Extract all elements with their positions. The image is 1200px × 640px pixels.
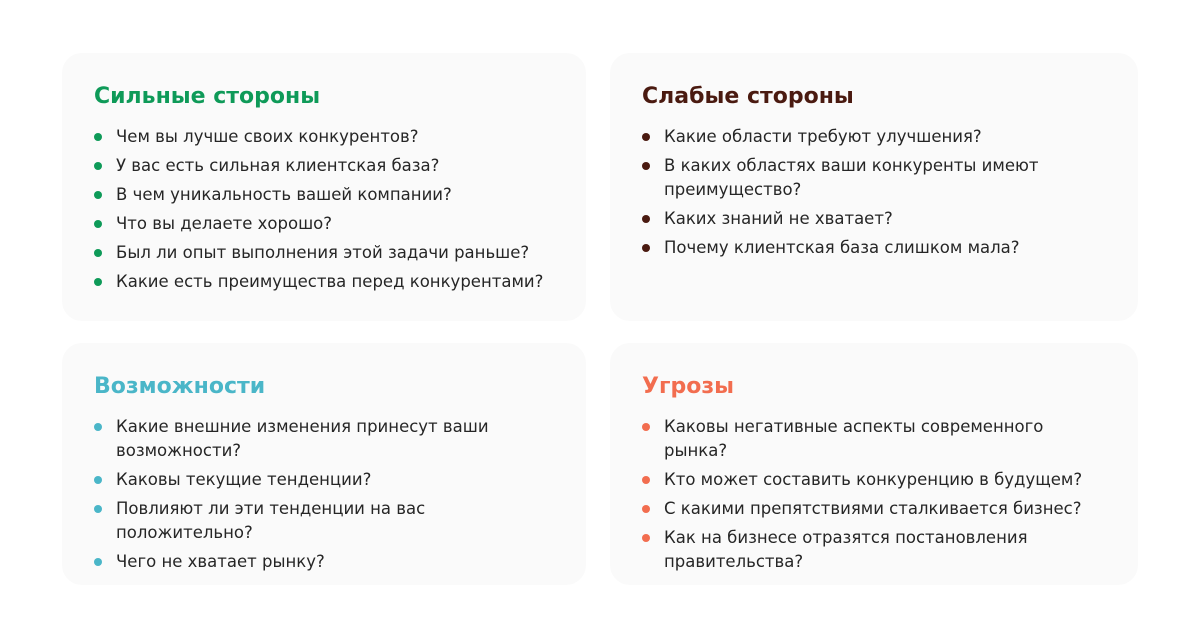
bullet-icon: [94, 220, 102, 228]
list-item: [94, 468, 554, 492]
list-item: [94, 270, 554, 294]
list-item: [642, 154, 1106, 202]
opportunities-list: [94, 415, 554, 574]
list-item: [642, 236, 1106, 260]
list-item-text: Почему клиентская база слишком мала?: [664, 238, 1020, 257]
list-item: [642, 468, 1106, 492]
list-item-text: Какие есть преимущества перед конкурентами?: [116, 272, 544, 291]
bullet-icon: [642, 476, 650, 484]
threats-title: Угрозы: [642, 374, 734, 399]
list-item: [94, 212, 554, 236]
list-item-text: Чего не хватает рынку?: [116, 552, 325, 571]
bullet-icon: [94, 191, 102, 199]
threats-card: [610, 343, 1138, 585]
list-item-text: Каковы негативные аспекты современного рынка?: [664, 417, 1044, 460]
bullet-icon: [94, 505, 102, 513]
bullet-icon: [642, 505, 650, 513]
strengths-list: [94, 125, 554, 294]
threats-list: [642, 415, 1106, 574]
strengths-title: Сильные стороны: [94, 84, 321, 109]
list-item: [94, 125, 554, 149]
bullet-icon: [642, 244, 650, 252]
weaknesses-card: [610, 53, 1138, 321]
list-item: [642, 125, 1106, 149]
list-item-text: Каковы текущие тенденции?: [116, 470, 372, 489]
bullet-icon: [94, 133, 102, 141]
opportunities-card: [62, 343, 586, 585]
bullet-icon: [642, 215, 650, 223]
bullet-icon: [94, 423, 102, 431]
list-item: [642, 415, 1106, 463]
list-item-text: Был ли опыт выполнения этой задачи раньше?: [116, 243, 530, 262]
list-item-text: С какими препятствиями сталкивается бизнес?: [664, 499, 1082, 518]
list-item: [642, 497, 1106, 521]
list-item-text: Что вы делаете хорошо?: [116, 214, 333, 233]
strengths-card: [62, 53, 586, 321]
list-item-text: В каких областях ваши конкуренты имеют преимущество?: [664, 156, 1039, 199]
bullet-icon: [94, 249, 102, 257]
list-item-text: Какие области требуют улучшения?: [664, 127, 982, 146]
bullet-icon: [642, 423, 650, 431]
list-item-text: У вас есть сильная клиентская база?: [116, 156, 440, 175]
weaknesses-title: Слабые стороны: [642, 84, 854, 109]
bullet-icon: [94, 278, 102, 286]
list-item-text: Каких знаний не хватает?: [664, 209, 893, 228]
weaknesses-list: [642, 125, 1106, 260]
list-item: [94, 497, 554, 545]
opportunities-title: Возможности: [94, 374, 266, 399]
bullet-icon: [642, 133, 650, 141]
bullet-icon: [642, 534, 650, 542]
list-item-text: Как на бизнесе отразятся постановления правительства?: [664, 528, 1028, 571]
list-item-text: Чем вы лучше своих конкурентов?: [116, 127, 419, 146]
list-item: [94, 183, 554, 207]
list-item: [642, 207, 1106, 231]
list-item-text: В чем уникальность вашей компании?: [116, 185, 452, 204]
list-item-text: Какие внешние изменения принесут ваши возможности?: [116, 417, 489, 460]
list-item: [94, 154, 554, 178]
list-item-text: Повлияют ли эти тенденции на вас положительно?: [116, 499, 426, 542]
bullet-icon: [94, 558, 102, 566]
list-item: [94, 241, 554, 265]
list-item: [94, 550, 554, 574]
bullet-icon: [94, 476, 102, 484]
list-item: [642, 526, 1106, 574]
list-item-text: Кто может составить конкуренцию в будущем?: [664, 470, 1083, 489]
bullet-icon: [642, 162, 650, 170]
bullet-icon: [94, 162, 102, 170]
list-item: [94, 415, 554, 463]
